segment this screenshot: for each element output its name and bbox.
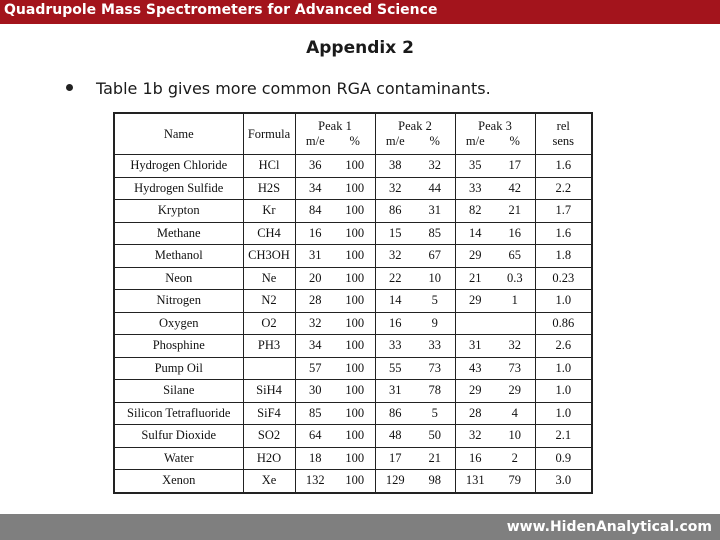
cell-peak3: 33 42 — [455, 177, 535, 200]
cell-formula: SiH4 — [243, 380, 295, 403]
table-row — [114, 425, 592, 448]
cell-name: Water — [114, 447, 243, 470]
cell-formula: Kr — [243, 200, 295, 223]
cell-peak1: 84 100 — [295, 200, 375, 223]
table-row — [114, 402, 592, 425]
cell-rel-sens: 1.0 — [535, 380, 592, 403]
cell-name: Nitrogen — [114, 290, 243, 313]
footer-bar — [0, 514, 720, 540]
contaminants-table-container — [113, 112, 591, 494]
cell-formula — [243, 357, 295, 380]
cell-peak2: 17 21 — [375, 447, 455, 470]
cell-peak3: 21 0.3 — [455, 267, 535, 290]
cell-name: Phosphine — [114, 335, 243, 358]
cell-rel-sens: 1.0 — [535, 402, 592, 425]
cell-name: Pump Oil — [114, 357, 243, 380]
cell-rel-sens: 1.6 — [535, 222, 592, 245]
cell-peak1: 34 100 — [295, 335, 375, 358]
cell-peak3: 43 73 — [455, 357, 535, 380]
cell-rel-sens: 2.1 — [535, 425, 592, 448]
cell-formula: SO2 — [243, 425, 295, 448]
cell-peak3: 28 4 — [455, 402, 535, 425]
cell-formula: CH3OH — [243, 245, 295, 268]
cell-rel-sens: 2.2 — [535, 177, 592, 200]
cell-name: Krypton — [114, 200, 243, 223]
cell-rel-sens: 1.0 — [535, 290, 592, 313]
cell-rel-sens: 1.6 — [535, 155, 592, 178]
cell-peak1: 85 100 — [295, 402, 375, 425]
table-row — [114, 222, 592, 245]
cell-peak3: 29 65 — [455, 245, 535, 268]
cell-name: Neon — [114, 267, 243, 290]
col-header-rel-sens: rel sens — [535, 113, 592, 155]
cell-name: Hydrogen Chloride — [114, 155, 243, 178]
cell-peak2: 86 31 — [375, 200, 455, 223]
table-row — [114, 267, 592, 290]
cell-rel-sens: 2.6 — [535, 335, 592, 358]
table-row — [114, 470, 592, 493]
cell-peak3: 131 79 — [455, 470, 535, 493]
cell-rel-sens: 0.86 — [535, 312, 592, 335]
cell-name: Sulfur Dioxide — [114, 425, 243, 448]
cell-formula: O2 — [243, 312, 295, 335]
col-header-peak2: Peak 2 m/e % — [375, 113, 455, 155]
cell-rel-sens: 1.0 — [535, 357, 592, 380]
cell-peak1: 20 100 — [295, 267, 375, 290]
cell-peak2: 33 33 — [375, 335, 455, 358]
cell-peak3: 16 2 — [455, 447, 535, 470]
table-row — [114, 447, 592, 470]
table-row — [114, 335, 592, 358]
cell-peak3: 29 29 — [455, 380, 535, 403]
cell-rel-sens: 0.9 — [535, 447, 592, 470]
col-header-peak3: Peak 3 m/e % — [455, 113, 535, 155]
cell-peak1: 34 100 — [295, 177, 375, 200]
cell-peak2: 22 10 — [375, 267, 455, 290]
col-header-peak1: Peak 1 m/e % — [295, 113, 375, 155]
col-header-name: Name — [114, 113, 243, 155]
cell-peak3: 29 1 — [455, 290, 535, 313]
cell-name: Silane — [114, 380, 243, 403]
cell-name: Oxygen — [114, 312, 243, 335]
table-body — [114, 155, 592, 493]
bullet-text: Table 1b gives more common RGA contaminants. — [96, 79, 491, 98]
cell-formula: Xe — [243, 470, 295, 493]
cell-formula: CH4 — [243, 222, 295, 245]
table-row — [114, 200, 592, 223]
cell-peak3: 82 21 — [455, 200, 535, 223]
cell-peak2: 86 5 — [375, 402, 455, 425]
col-header-formula: Formula — [243, 113, 295, 155]
cell-formula: H2S — [243, 177, 295, 200]
cell-peak1: 64 100 — [295, 425, 375, 448]
cell-rel-sens: 1.8 — [535, 245, 592, 268]
cell-peak3: 35 17 — [455, 155, 535, 178]
cell-peak3: 14 16 — [455, 222, 535, 245]
cell-peak1: 28 100 — [295, 290, 375, 313]
cell-peak2: 16 9 — [375, 312, 455, 335]
cell-peak3: 32 10 — [455, 425, 535, 448]
cell-peak1: 132 100 — [295, 470, 375, 493]
cell-rel-sens: 0.23 — [535, 267, 592, 290]
header-title: Quadrupole Mass Spectrometers for Advanced Science — [4, 2, 438, 18]
cell-formula: N2 — [243, 290, 295, 313]
cell-formula: PH3 — [243, 335, 295, 358]
table-row — [114, 380, 592, 403]
cell-peak2: 129 98 — [375, 470, 455, 493]
cell-peak2: 32 67 — [375, 245, 455, 268]
cell-peak2: 48 50 — [375, 425, 455, 448]
bullet-icon — [66, 84, 73, 91]
cell-peak1: 30 100 — [295, 380, 375, 403]
cell-peak3 — [455, 312, 535, 335]
table-row — [114, 312, 592, 335]
cell-peak2: 14 5 — [375, 290, 455, 313]
cell-rel-sens: 1.7 — [535, 200, 592, 223]
cell-formula: Ne — [243, 267, 295, 290]
cell-formula: HCl — [243, 155, 295, 178]
cell-formula: H2O — [243, 447, 295, 470]
table-header-row — [114, 113, 592, 155]
cell-peak1: 36 100 — [295, 155, 375, 178]
cell-peak1: 32 100 — [295, 312, 375, 335]
cell-peak1: 18 100 — [295, 447, 375, 470]
cell-peak1: 31 100 — [295, 245, 375, 268]
table-row — [114, 290, 592, 313]
table-row — [114, 357, 592, 380]
cell-name: Methanol — [114, 245, 243, 268]
cell-peak2: 32 44 — [375, 177, 455, 200]
cell-peak1: 57 100 — [295, 357, 375, 380]
cell-peak1: 16 100 — [295, 222, 375, 245]
cell-name: Silicon Tetrafluoride — [114, 402, 243, 425]
cell-name: Methane — [114, 222, 243, 245]
table-row — [114, 155, 592, 178]
cell-peak2: 31 78 — [375, 380, 455, 403]
cell-name: Hydrogen Sulfide — [114, 177, 243, 200]
footer-url: www.HidenAnalytical.com — [506, 519, 712, 535]
cell-rel-sens: 3.0 — [535, 470, 592, 493]
header-bar — [0, 0, 720, 24]
contaminants-table — [113, 112, 593, 494]
cell-name: Xenon — [114, 470, 243, 493]
cell-peak2: 15 85 — [375, 222, 455, 245]
cell-peak3: 31 32 — [455, 335, 535, 358]
cell-peak2: 38 32 — [375, 155, 455, 178]
cell-formula: SiF4 — [243, 402, 295, 425]
slide-title: Appendix 2 — [306, 38, 414, 58]
table-row — [114, 177, 592, 200]
cell-peak2: 55 73 — [375, 357, 455, 380]
table-row — [114, 245, 592, 268]
